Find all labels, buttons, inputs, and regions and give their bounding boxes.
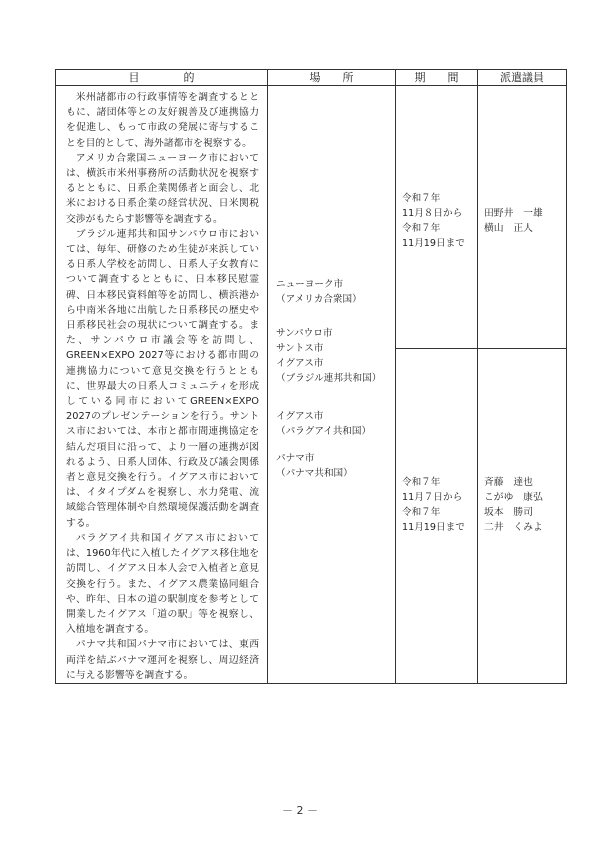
place-country: （ブラジル連邦共和国） (276, 373, 382, 384)
place-name: パナマ市 (276, 453, 315, 464)
header-period: 期 間 (396, 70, 478, 86)
place-group-panama (276, 451, 353, 481)
members-divider (478, 348, 566, 349)
period-line: 11月19日まで (402, 238, 465, 249)
table-header-row (56, 70, 567, 86)
place-name: サントス市 (276, 343, 324, 354)
place-group-brazil (276, 326, 381, 386)
page-number: － 2 － (282, 804, 318, 817)
purpose-paragraph-paraguay: パラグアイ共和国イグアス市においては、1960年代に入植したイグアス移住地を訪問し、イグアス日本人会で入植者と意見交換を行う。また、イグアス農業協同組合や、昨年、日本の道の駅制度を参考として開業したイグアス「道の駅」等を視察し、入植地を調査する。 (66, 532, 259, 636)
members-block-bottom (484, 475, 543, 535)
purpose-paragraph-brazil: ブラジル連邦共和国サンパウロ市においては、毎年、研修のため生徒が来浜している日系人学校を訪問し、日系人子女教育について調査するとともに、日本移民慰霊碑、日本移民資料館等を訪問し、横浜港から中南米各地に出航した日系移民の歴史や日系移民社会の現状について調査する。また、サンパウロ市議会等を訪問し、GREEN×EXPO 2027等における都市間の連携協力について意見交換を行うとともに、世界最大の日系人コミュニティを形成している同市においてGREEN×EXPO 2027のプレゼンテーションを行う。サントス市においては、本市と都市間連携協定を結んだ項目に沿って、より一層の連携が図れるよう、日系人団体、行政及び議会関係者と意見交換を行う。イグアス市においては、イタイプダムを視察し、水力発電、流域総合管理体制や自然環境保護活動を調査する。 (66, 228, 259, 529)
member-name: 坂本 勝司 (484, 507, 533, 518)
period-line: 令和７年 (402, 477, 441, 488)
period-divider (396, 348, 477, 349)
place-name: イグアス市 (276, 411, 324, 422)
period-line: 令和７年 (402, 193, 441, 204)
period-cell (396, 86, 478, 684)
period-block-bottom (402, 475, 465, 535)
header-purpose: 目 的 (56, 70, 268, 86)
place-name: イグアス市 (276, 358, 324, 369)
purpose-paragraph-usa: アメリカ合衆国ニューヨーク市においては、横浜市米州事務所の活動状況を視察するとともに、日系企業関係者と面会し、北米における日系企業の経営状況、日米関税交渉がもたらす影響等を調査する。 (66, 152, 259, 225)
place-group-usa (276, 277, 362, 307)
member-name: 斉藤 達也 (484, 477, 533, 488)
period-line: 11月19日まで (402, 522, 465, 533)
member-name: 横山 正人 (484, 223, 533, 234)
period-block-top (402, 191, 465, 251)
period-line: 令和７年 (402, 223, 441, 234)
header-members: 派遣議員 (478, 70, 567, 86)
member-name: 田野井 一雄 (484, 208, 543, 219)
place-country: （パナマ共和国） (276, 468, 353, 479)
member-name: こがゆ 康弘 (484, 492, 543, 503)
place-country: （パラグアイ共和国） (276, 426, 372, 437)
period-line: 11月８日から (402, 208, 463, 219)
inspection-table (55, 69, 567, 684)
period-line: 11月７日から (402, 492, 463, 503)
place-name: サンパウロ市 (276, 328, 333, 339)
purpose-cell (56, 86, 268, 684)
place-country: （アメリカ合衆国） (276, 294, 362, 305)
purpose-paragraph-panama: パナマ共和国パナマ市においては、東西両洋を結ぶパナマ運河を視察し、周辺経済に与える影響等を調査する。 (66, 639, 259, 681)
header-place: 場 所 (268, 70, 396, 86)
purpose-paragraph-overview: 米州諸都市の行政事情等を調査するとともに、諸団体等との友好親善及び連携協力を促進し、もって市政の発展に寄与することを目的として、海外諸都市を視察する。 (66, 92, 259, 149)
members-cell (478, 86, 567, 684)
member-name: 二井 くみよ (484, 522, 543, 533)
place-group-paraguay (276, 409, 371, 439)
period-line: 令和７年 (402, 507, 441, 518)
members-block-top (484, 206, 543, 236)
place-name: ニューヨーク市 (276, 279, 344, 290)
table-body-row (56, 86, 567, 684)
place-cell (268, 86, 396, 684)
